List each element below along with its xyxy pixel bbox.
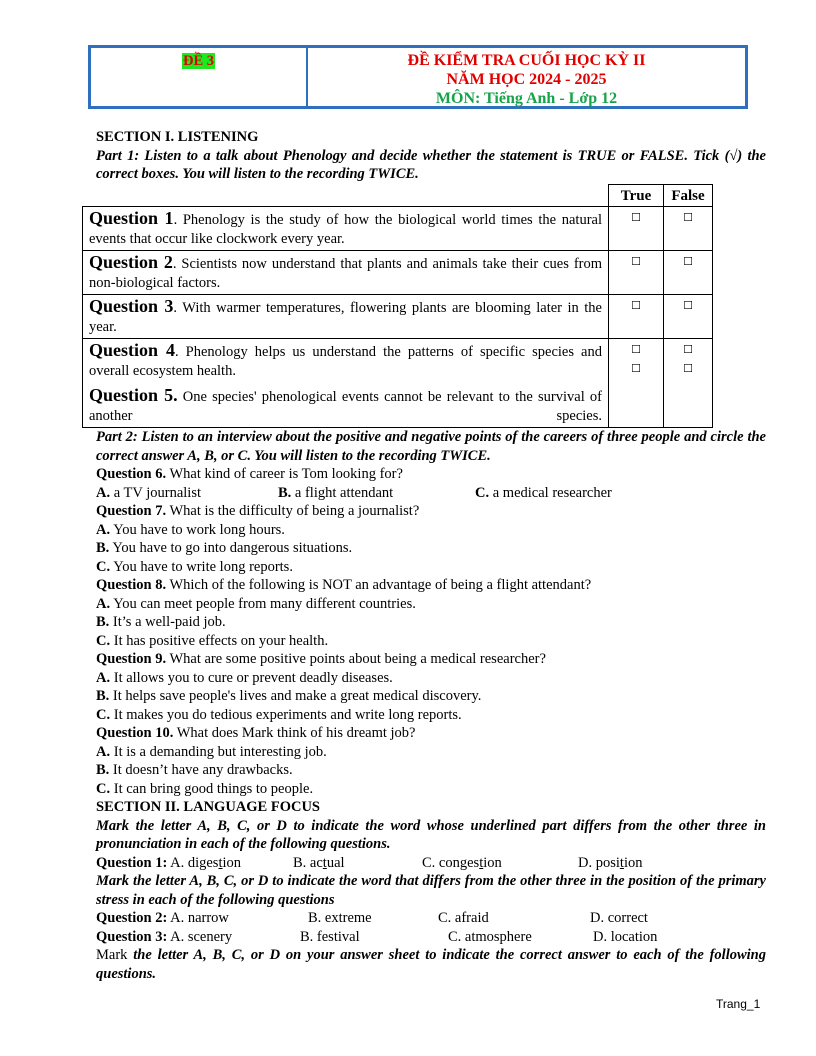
option-a[interactable]: A. You can meet people from many different countries.	[96, 595, 416, 612]
exam-code: ĐỀ 3	[182, 53, 215, 69]
option-d[interactable]: D. location	[593, 928, 658, 945]
false-checkbox[interactable]: ☐	[683, 300, 693, 312]
question-8: Question 8. Which of the following is NOT an advantage of being a flight attendant?	[96, 577, 592, 593]
option-b[interactable]: B. festival	[300, 928, 360, 945]
table-row	[83, 295, 713, 339]
question-text: . With warmer temperatures, flowering plants are blooming later in the year.	[89, 300, 602, 335]
table-row	[83, 251, 713, 295]
table-row	[83, 339, 713, 428]
option-c[interactable]: C. It can bring good things to people.	[96, 780, 314, 797]
section-1-title: SECTION I. LISTENING	[96, 129, 259, 145]
true-false-table	[82, 184, 713, 429]
option-a[interactable]: A. It allows you to cure or prevent deadly diseases.	[96, 669, 393, 686]
true-checkbox[interactable]: ☐	[631, 256, 641, 268]
question-text: . Scientists now understand that plants and animals take their cues from non-biological factors.	[89, 256, 603, 291]
true-checkbox[interactable]: ☐	[631, 344, 641, 356]
option-c[interactable]: C. It has positive effects on your health.	[96, 632, 329, 649]
s2-question-3	[96, 928, 766, 947]
option-b[interactable]: B. actual	[293, 854, 345, 871]
question-text: One species' phenological events cannot be relevant to the survival of another species.	[89, 389, 602, 424]
option-a[interactable]: A. You have to work long hours.	[96, 521, 285, 538]
s2-question-1	[96, 854, 766, 873]
section-2-title: SECTION II. LANGUAGE FOCUS	[96, 799, 320, 815]
option-a[interactable]: A. digestion	[167, 854, 242, 871]
option-a[interactable]: A. scenery	[167, 928, 233, 945]
option-a[interactable]: A. a TV journalist	[96, 484, 201, 501]
false-checkbox[interactable]: ☐	[683, 212, 693, 224]
true-checkbox[interactable]: ☐	[631, 212, 641, 224]
option-c[interactable]: C. atmosphere	[448, 928, 532, 945]
exam-title-cell	[308, 48, 745, 106]
question-label: Question 2	[89, 252, 173, 272]
false-checkbox[interactable]: ☐	[683, 363, 693, 375]
exam-content	[89, 128, 766, 983]
option-b[interactable]: B. extreme	[308, 910, 372, 926]
school-year: NĂM HỌC 2024 - 2025	[446, 71, 607, 88]
question-label: Question 3	[89, 296, 174, 316]
pronunciation-instruction: Mark the letter A, B, C, or D to indicate the word whose underlined part differs from the other three in pronunciation in each of the following questions.	[96, 817, 766, 852]
option-d[interactable]: D. correct	[590, 910, 648, 926]
part-2-instruction: Part 2: Listen to an interview about the positive and negative points of the careers of three people and circle the correct answer A, B, or C. You will listen to the recording TWICE.	[96, 429, 766, 464]
question-label: Question 1	[89, 208, 174, 228]
exam-header	[88, 45, 748, 109]
option-c[interactable]: C. congestion	[422, 854, 502, 871]
false-column-header: False	[664, 184, 713, 207]
option-c[interactable]: C. afraid	[438, 910, 489, 926]
part-1-instruction: Part 1: Listen to a talk about Phenology and decide whether the statement is TRUE or FALSE. Tick (√) the correct boxes. You will listen to the recording TWICE.	[96, 147, 766, 182]
option-a[interactable]: A. It is a demanding but interesting job.	[96, 743, 327, 760]
option-b[interactable]: B. It doesn’t have any drawbacks.	[96, 762, 293, 778]
table-header-row	[83, 184, 713, 207]
true-column-header: True	[609, 184, 664, 207]
question-label: Question 3:	[96, 928, 168, 945]
question-label: Question 4	[89, 340, 175, 360]
question-10: Question 10. What does Mark think of his dreamt job?	[96, 725, 416, 741]
s2-question-2	[96, 909, 766, 928]
exam-code-cell	[91, 48, 308, 106]
false-checkbox[interactable]: ☐	[683, 344, 693, 356]
option-b[interactable]: B. a flight attendant	[278, 484, 394, 501]
question-label: Question 1:	[96, 854, 168, 871]
question-9: Question 9. What are some positive points about being a medical researcher?	[96, 651, 546, 667]
option-b[interactable]: B. It helps save people's lives and make a great medical discovery.	[96, 688, 482, 704]
subject-line: MÔN: Tiếng Anh - Lớp 12	[435, 90, 618, 107]
option-a[interactable]: A. narrow	[167, 910, 229, 926]
option-c[interactable]: C. a medical researcher	[475, 484, 612, 501]
false-checkbox[interactable]: ☐	[683, 256, 693, 268]
page-number: Trang_1	[716, 997, 761, 1011]
question-6: Question 6. What kind of career is Tom looking for?	[96, 466, 403, 482]
stress-instruction: Mark the letter A, B, C, or D to indicate the word that differs from the other three in the position of the primary stress in each of the following questions	[96, 873, 766, 908]
option-b[interactable]: B. You have to go into dangerous situations.	[96, 540, 353, 556]
option-c[interactable]: C. You have to write long reports.	[96, 558, 293, 575]
option-c[interactable]: C. It makes you do tedious experiments and write long reports.	[96, 706, 462, 723]
exam-title: ĐỀ KIỂM TRA CUỐI HỌC KỲ II	[407, 52, 646, 69]
table-row	[83, 207, 713, 251]
true-checkbox[interactable]: ☐	[631, 363, 641, 375]
question-6-options	[96, 484, 766, 503]
option-d[interactable]: D. position	[578, 854, 643, 871]
option-b[interactable]: B. It’s a well-paid job.	[96, 614, 226, 630]
question-7: Question 7. What is the difficulty of being a journalist?	[96, 503, 420, 519]
question-label: Question 5.	[89, 385, 178, 405]
question-text: . Phenology is the study of how the biological world times the natural events that occur like clockwork every year.	[89, 212, 602, 247]
answer-instruction: Mark the letter A, B, C, or D on your answer sheet to indicate the correct answer to each of the following questions.	[96, 947, 766, 982]
true-checkbox[interactable]: ☐	[631, 300, 641, 312]
question-label: Question 2:	[96, 910, 168, 926]
question-text: . Phenology helps us understand the patterns of specific species and overall ecosystem health.	[89, 344, 602, 379]
